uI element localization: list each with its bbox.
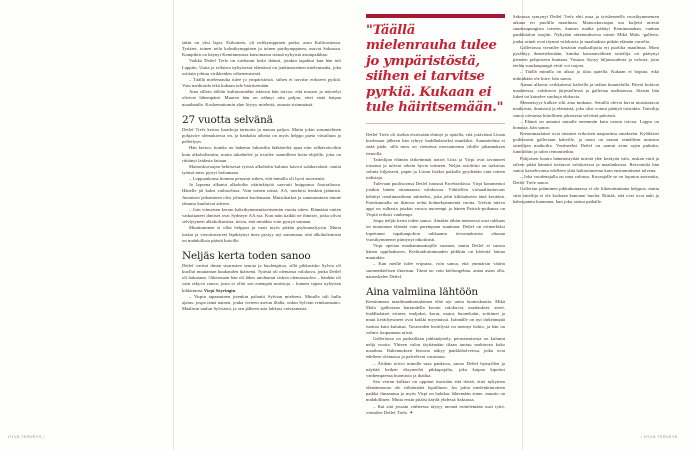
body-paragraph: Muuttuminen ei ollut helppoa ja vaati myös pitkän psykoanalyysin. Mutta tuskat ja vieroitusoireet läpikäynyt mies pystyy nyt sanomaan, että alkoholismista on mahdollista päästä kuiville. (182, 225, 341, 243)
dialogue-paragraph: – Kai sitä jossain vaiheessa täytyy mennä esittelemään uusi tyttö, virnuilee Detlef Trefz. ✦ (366, 403, 505, 415)
body-paragraph: Saksassa syntynyt Detlef Trefz ehti asua ja työskennellä vuosikymmenten aikana eri puolilla maailmaa. Mainoskuvaajan ura kuljetti miestä suurkaupungista toiseen, kunnes matka päättyi Keminmaahan, vanhan pankkitalon suojiin. Nykyään rakennuksessa toimii Mikä Malu -galleria, jonka seinät ovat täynnä valokuvia ja maalauksia pitkän elämän varrelta. (513, 14, 659, 44)
page-edge-divider-left (173, 0, 174, 450)
dialogue-paragraph: – Virpin tapaaminen jotenkin palautti Sylvian mieleeni. Minulle tuli hullu ajatus: jospa tämä nainen, jonka viereen asetun illalla, onkin Sylvian reinkarnaatio. Maalasin taulun Sylviasta, ja sen jälkeen asia lakkasi vaivaamasta. (182, 293, 341, 312)
body-paragraph: Galleriassa vierailee kesäisin matkailijoita eri puolilta maailmaa. Moni pysähtyy ihmettelemään, kuinka kansainvälinen taiteilija on päätynyt pieneen pohjoiseen kuntaan. Vastaus löytyy hiljaisuudesta ja valosta, joita etelän suurkaupungit eivät voi tarjota. (513, 44, 659, 69)
pull-quote-bottom-rule (366, 123, 505, 124)
middle-column-body (366, 132, 505, 416)
body-paragraph: Taiteilijan elämän tärkeimmät naiset Liisa ja Virpi ovat tavanneet toisensa ja tulevat oikein hyvin toimeen. Neljäs avioliitto on tarkoitus solmia hiljaisesti, papin ja Liisan lisäksi paikalle pyydetään vain toinen todistaja. (366, 156, 505, 181)
footer-magazine-name-right: / HYVÄ TERVEYS (641, 435, 678, 439)
dialogue-paragraph: – Täällä mielenrauha tulee jo ympäristöstä, siihen ei tarvitse erikseen pyrkiä. Voin meditoida eikä kukaan tule häiritsemään. (182, 76, 341, 89)
left-text-column (182, 40, 341, 312)
body-paragraph: Aina silloin tällöin kulttuurinälän iskiessä hän toivoo, että museot ja näyttelyt olisivat lähempänä. Muuten hän on nähnyt niin paljon, ettei enää kaipaa maailmalle. Koskemattomin alue löytyy mielestä, omasta sisimmästä. (182, 89, 341, 107)
dialogue-paragraph: – Joka vuodenajalla on oma valonsa. Kuvaajalle se on loputon aarreaitta, Detlef Trefz sanoo. (513, 174, 659, 186)
section-heading: 27 vuotta selvänä (182, 113, 273, 126)
middle-text-column (366, 14, 505, 416)
body-paragraph: Sen verran kulkuri on oppinut itsestään että tietää, ettei nykyinen elämänmuoto ole välttämättä lopullinen. Jos jokin mielenkiintoinen paikka ilmaantuu ja myös Virpi on halukas lähtemään sinne, muutto on mahdollinen. Mutta ensin pitäisi käydä yhdessä Saksassa. (366, 379, 505, 403)
body-paragraph: takin on yksi lapsi. Esikoinen, yli nelikymppinen poika, asuu Kaliforniassa. Tyttäret, toinen reilu kolmikymppinen ja toinen parikymppinen, asuvat Saksassa. Kumpikin on käynyt Keminmaassa katsomassa isänsä nykyistä asuinpaikkaa. (182, 40, 341, 58)
body-paragraph: Virpi opettaa maahanmuuttajille suomea, mutta Detlef ei suostu hänen oppilaakseen. Kielitaidottomuuden piikkiin on kätevää laittaa muutakin: (366, 242, 505, 261)
dialogue-paragraph: – Täällä minulla on aikaa ja tilaa ajatella. Kukaan ei hoputa, eikä mihinkään ole kiire, hän sanoo. (513, 69, 659, 81)
body-paragraph: Keminmaan maailmankansalainen elää nyt uutta luomiskautta. Mikä Malu -galleriaan hartaudella kootut valokuvat, maalaukset, aseet, buddhalaiset esineet, maljakot, korut, matot, huonekalut, soittimet ja muut keräilyesineet ovat kaikki myynnissä. Isännälle on nyt tärkeämpää tuottaa kuin kuluttaa. Tavaroiden keräilystä on mennyt hohto, ja hän on valmis luopumaan niistä. (366, 298, 505, 335)
body-paragraph: Galleriassa on parhaillaan juhlanäyttely, perustamisesta on kulunut neljä vuotta. Yhteen valon täyttämään tilaan tuntuu mahtuvan koko maailma. Rakennuksen historia näkyy pankkiholveissa, jotka ovat edelleen olemassa ja palvelevat varastona. (366, 335, 505, 360)
dialogue-paragraph: – Loppuaikoina homma perustui siihen, että minulla oli hyvä assistentti. (189, 176, 326, 182)
body-paragraph: Pohjoisen luonto hämmästyttää miestä yhä: kesäyön valo, ruskan värit ja talven pitkä hämärä toistuvat valokuvissa ja maalauksissa. Revontulia hän sanoo katselevansa edelleen yhtä haltioituneena kuin ensimmäisenä talvena. (513, 155, 659, 173)
body-paragraph: Gallerian pitäminen pikkukunnassa ei ole liiketoimintana helppoa, mutta siitä taiteilija ei ole koskaan kantanut huolta. Riittää, että ovet ovat auki ja kahvipannu kuumana, kun joku sattuu paikalle. (513, 186, 659, 204)
footer-magazine-name-left: HYVÄ TERVEYS / (8, 435, 45, 439)
body-paragraph: Mainoskuvaajan hektisessä työssä alkoholin kulutus kasvoi salakavalasti, mutta työnsä mies pystyi hoitamaan. (182, 163, 341, 175)
body-paragraph: Detlef Trefz kertoo hauskoja tarinoita ja nauraa paljon. Mutta jokin surumielinen pohjavire olemuksessa on, ja hankalia aiheita on myös helppo paeta vitsailuun ja pelleilyyn. (182, 126, 341, 145)
body-paragraph: Detlef Trefz oli itsekin etsiessään ehtinyt jo ajatella, että ystävänsä Liisan kuoleman jälkeen hän ryhtyy buddhalaiseksi munkiksi. Suunnitelma ei enää päde, sillä mies on viemässä morsiamensa vihille juhannuksen tienoilla. (366, 132, 505, 156)
body-paragraph: Keminmaalaiset ovat ottaneet erikoisen naapurinsa omakseen. Kyläläiset poikkeavat galleriaan kahville, ja moni on saanut seinälleen muiston taiteilijan matkoilta. Vastineeksi Detlef on saanut avun arjen pulmiin, lumitöihin ja talon remontteihin. (513, 130, 659, 155)
pull-quote-top-rule (366, 14, 505, 18)
body-paragraph: Vaikka Detlef Trefz on vaeltanut koko ikänsä, jotakin tapahtui kun hän tuli Lappiin. Uutta ja erilaista nykyisessä elämässä on jonkinasteinen mielenrauha, joka osittain johtuu virikkeiden vähenemisestä. (182, 58, 341, 76)
dialogue-paragraph: – Elämä on antanut minulle enemmän kuin osasin toivoa. Loppu on bonusta, hän sanoo. (513, 118, 659, 130)
dialogue-paragraph: – Join viimeisen kerran kaksikymmentäseitsemän vuotta sitten. Elämääni eniten vaikuttaneet ihmiset ovat Sydneyn AA:ssa. Kun näin kaikki ne ihmiset, jotka olivat selviytyneet alkoholismista, tiesin, että minäkin voin pystyä samaan. (182, 206, 341, 225)
body-paragraph: Jo lapsena alkanut alkoholin väärinkäyttö saavutti huippunsa Australiassa. Hänelle jäi kaksi vaihtoehtoa. Vain toinen niistä, AA, merkitsi henkiin jäämistä. Juomisen jatkaminen olisi johtanut kuolemaan. Muistikatkot ja sammuminen minne tahansa kuuluivat arkeen. (182, 182, 341, 206)
dialogue-paragraph: – Äitihän toivoi minulle uraa pankissa, sanoo Detlef hymyillen ja näyttää hetken eksyneeltä pikkupojalta, joka kaipaa kipeästi vanhempiensa huomiota ja ihailua. (366, 360, 505, 378)
section-heading: Neljäs kerta toden sanoo (182, 249, 311, 262)
pull-quote (366, 14, 505, 124)
body-paragraph: Menneisyys kulkee silti aina mukana. Seinillä olevat kuvat muistuttavat matkoista, ihmisistä ja elämästä, joka olisi voinut päättyä toisinkin. Taiteilija sanoo olevansa kiitollinen jokaisesta selvästä päivästä. (513, 100, 659, 118)
body-paragraph: Jospa neljäs kerta toden sanoo. Ainakin tähän mennessä uusi rakkaus on muuttanut elämää vain parempaan suuntaan: Detlef on esimerkiksi lopettanut tupakanpolton rakkaansa toivomuksesta oltuaan vuosikymmenet piintynyt nikotinisti. (366, 218, 505, 242)
right-text-column (513, 14, 659, 205)
pull-quote-text: "Täällä mielenrauha tulee jo ympäristöstä, siihen ei tarvitse pyrkiä. Kukaan ei tule häiritsemään." (366, 22, 504, 116)
section-heading: Aina valmiina lähtöön (366, 285, 478, 298)
body-paragraph: Aamut alkavat verkkaisesti kahvilla ja radion kuuntelulla. Päivät kuluvat maalatessa, valokuvia järjestellessä ja galleriaa uudistaessa. Iltaisin hän lukee tai katselee vanhoja elokuvia. (513, 81, 659, 100)
body-paragraph: Tulevaan puolisoonsa Detlef tutustui Facebookissa. Virpi kommentoi jotakin hänen ottamaansa valokuvaa. Vähitellen virtuaalituttavuus kehittyi reaalimaailman suhteeksi, joka johti kihlaukseen tänä keväänä. Pariskunnalla on ikäeroa reilut kolmekymmentä vuotta. Trefzin tuleva appi on sulhasta jotakin vuosia nuorempi ja hänen Patrick-poikansa on Virpiä reilusti vanhempi. (366, 181, 505, 218)
dialogue-paragraph: – Kun meille tulee eripuraa, voin sanoa, että ymmärsin väärin suomenkielisen ilmaisun. Tämä on vain kieliongelma, antaa asian olla, naureskelee Detlef. (366, 261, 505, 279)
body-paragraph: Detlef varttui ilman sisarusten seuraa ja huolenpitoa, sillä pikkusisko Sylvia oli kuollut muutaman kuukauden ikäisenä. Tytöstä oli olemassa valokuva, jonka Detlef oli hukannut. Oikeastaan hän oli lähes unohtanut siskon olemassaolon – hänhän oli vain räkyvä vauva, josta ei ollut sen enempää muistoja – kunnes tapasi nykyisen kihlattunsa Virpi Söyringin. (182, 263, 341, 293)
body-paragraph: Hän kertoo, kuinka on hakenut lukuisilta lääkäreiltä apua niin selkävaivoihin kuin alkoholismiin, mutta tuhahtelee ja irvailee saamilleen hoito-ohjeille, joita on riittänyt laidasta laitaan. (182, 145, 341, 163)
bold-name: Virpi Söyringin (203, 287, 236, 293)
